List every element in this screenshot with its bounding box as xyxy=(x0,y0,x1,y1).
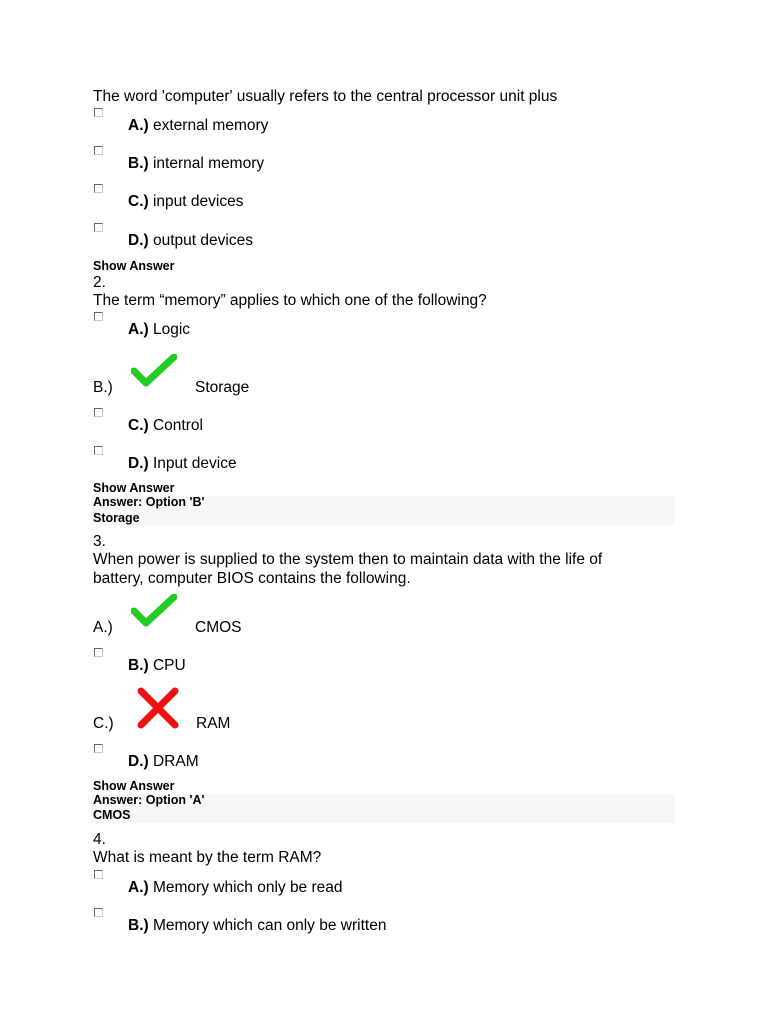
show-answer-link-q3[interactable]: Show Answer xyxy=(93,779,175,793)
option-letter: D.) xyxy=(128,753,149,770)
option-text: Memory which only be read xyxy=(152,879,343,896)
option-q3-c-letter: C.) xyxy=(93,715,114,732)
option-q2-c[interactable] xyxy=(128,416,203,435)
answer-text-q3: CMOS xyxy=(93,808,131,822)
option-text: input devices xyxy=(152,193,244,210)
option-letter: D.) xyxy=(128,232,149,249)
option-q2-d[interactable] xyxy=(128,454,237,473)
question-1-text: The word 'computer' usually refers to the central processor unit plus xyxy=(93,88,558,105)
option-q3-a-text: CMOS xyxy=(195,619,242,636)
check-icon xyxy=(131,354,177,388)
option-q1-b[interactable] xyxy=(128,154,264,173)
cross-icon xyxy=(135,686,181,730)
checkbox-q1-d[interactable] xyxy=(94,223,103,232)
option-q3-b[interactable] xyxy=(128,656,186,675)
option-letter: A.) xyxy=(128,117,149,134)
option-text: Control xyxy=(152,417,203,434)
answer-option-q2: Answer: Option 'B' xyxy=(93,495,205,509)
question-4-text: What is meant by the term RAM? xyxy=(93,849,322,866)
option-text: external memory xyxy=(152,117,269,134)
option-letter: B.) xyxy=(128,155,149,172)
checkbox-q3-b[interactable] xyxy=(94,648,103,657)
option-text: CPU xyxy=(152,657,186,674)
question-2-text: The term “memory” applies to which one of the following? xyxy=(93,292,487,309)
answer-text-q2: Storage xyxy=(93,511,140,525)
option-letter: D.) xyxy=(128,455,149,472)
show-answer-link-q1[interactable]: Show Answer xyxy=(93,259,175,273)
option-q3-d[interactable] xyxy=(128,752,199,771)
option-text: Input device xyxy=(152,455,237,472)
option-letter: B.) xyxy=(128,917,149,934)
option-q2-a[interactable] xyxy=(128,320,190,339)
answer-option-q3: Answer: Option 'A' xyxy=(93,793,205,807)
question-3-text-line-1: When power is supplied to the system then to maintain data with the life of xyxy=(93,551,603,568)
option-q1-c[interactable] xyxy=(128,192,243,211)
option-letter: A.) xyxy=(128,879,149,896)
option-q4-b[interactable] xyxy=(128,916,386,935)
option-text: DRAM xyxy=(152,753,199,770)
option-text: Logic xyxy=(152,321,191,338)
option-text: output devices xyxy=(152,232,253,249)
option-text: Memory which can only be written xyxy=(152,917,387,934)
checkbox-q2-c[interactable] xyxy=(94,408,103,417)
question-4-number: 4. xyxy=(93,831,106,848)
checkbox-q2-a[interactable] xyxy=(94,312,103,321)
question-3-text-line-2: battery, computer BIOS contains the following. xyxy=(93,570,411,587)
checkbox-q4-a[interactable] xyxy=(94,870,103,879)
option-q4-a[interactable] xyxy=(128,878,343,897)
option-q3-a-letter: A.) xyxy=(93,619,113,636)
checkbox-q4-b[interactable] xyxy=(94,908,103,917)
option-letter: A.) xyxy=(128,321,149,338)
checkbox-q1-c[interactable] xyxy=(94,184,103,193)
option-q3-c-text: RAM xyxy=(196,715,231,732)
question-2-number: 2. xyxy=(93,274,106,291)
checkbox-q1-a[interactable] xyxy=(94,108,103,117)
checkbox-q2-d[interactable] xyxy=(94,446,103,455)
option-letter: B.) xyxy=(128,657,149,674)
option-letter: C.) xyxy=(128,193,149,210)
question-3-number: 3. xyxy=(93,533,106,550)
option-q1-d[interactable] xyxy=(128,231,253,250)
checkbox-q1-b[interactable] xyxy=(94,146,103,155)
option-q1-a[interactable] xyxy=(128,116,268,135)
option-q2-b-text: Storage xyxy=(195,379,250,396)
check-icon xyxy=(131,594,177,628)
option-q2-b-letter: B.) xyxy=(93,379,113,396)
checkbox-q3-d[interactable] xyxy=(94,744,103,753)
show-answer-link-q2[interactable]: Show Answer xyxy=(93,481,175,495)
option-text: internal memory xyxy=(152,155,265,172)
option-letter: C.) xyxy=(128,417,149,434)
